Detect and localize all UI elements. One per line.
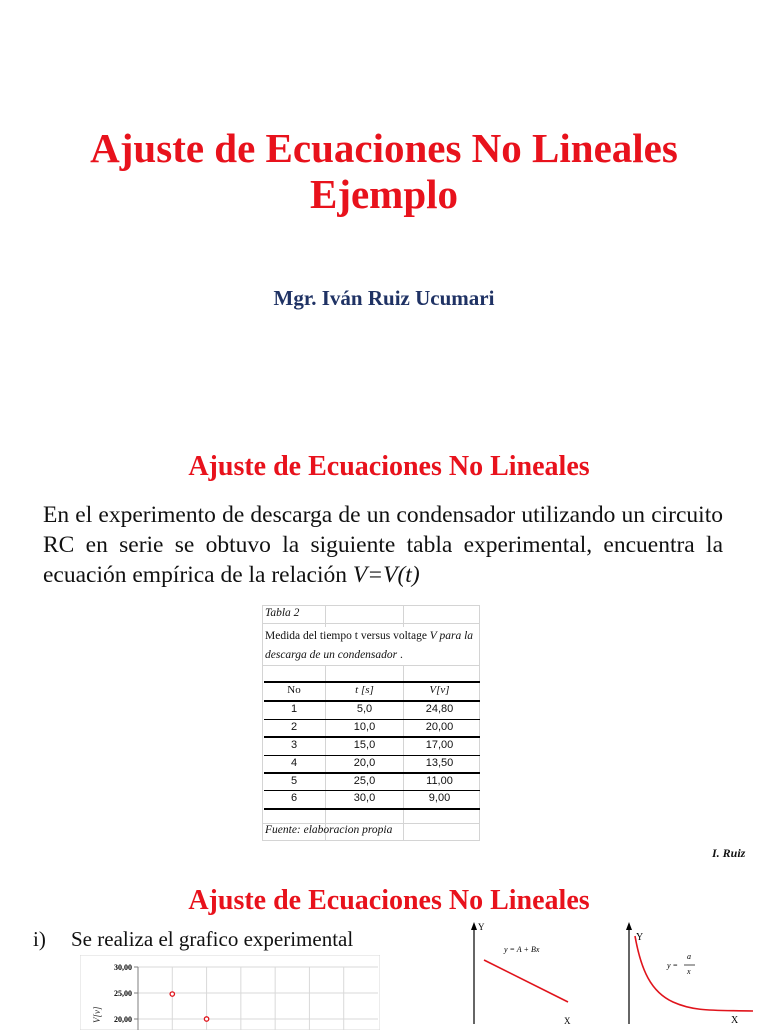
sketch-x-label: X: [731, 1015, 739, 1024]
step-item: [33, 927, 353, 952]
data-point: [170, 992, 174, 996]
y-tick-label: 20,00: [114, 1015, 132, 1024]
section-heading: Ajuste de Ecuaciones No Lineales: [188, 451, 590, 482]
linear-curve: [484, 960, 568, 1002]
hyperbola-model-sketch: [615, 920, 765, 1024]
author-signature: I. Ruiz: [712, 846, 746, 860]
y-axis-label: V[v]: [92, 1006, 102, 1023]
arrow-up-icon: [471, 922, 477, 930]
step-number: i): [33, 927, 46, 951]
linear-model-sketch: [460, 920, 590, 1024]
main-title-line2: Ejemplo: [309, 171, 459, 217]
sketch-formula: y = A + Bx: [504, 945, 540, 954]
table-caption: Tabla 2: [265, 607, 300, 619]
table-description: Medida del tiempo t versus voltage V para la descarga de un condensador .: [265, 627, 479, 665]
step-text: Se realiza el grafico experimental: [71, 927, 354, 951]
table-header-no: No: [287, 684, 301, 696]
sketch-formula-numerator: a: [687, 952, 691, 961]
y-tick-label: 25,00: [114, 989, 132, 998]
problem-paragraph: [43, 500, 723, 590]
data-point: [204, 1017, 208, 1021]
sketch-x-label: X: [564, 1016, 571, 1024]
author-name: Mgr. Iván Ruiz Ucumari: [273, 286, 495, 310]
table-header-v: V[v]: [429, 684, 450, 696]
sketch-formula-denominator: x: [687, 967, 691, 976]
scatter-chart: [80, 955, 380, 1030]
hyperbola-curve: [635, 936, 753, 1011]
y-tick-label: 30,00: [114, 963, 132, 972]
arrow-up-icon: [626, 922, 632, 930]
equation-text: V=V(t): [352, 562, 420, 588]
table-header-t: t [s]: [355, 684, 374, 696]
paragraph-text: En el experimento de descarga de un condensador utilizando un circuito RC en serie se obtuvo la siguiente tabla experimental, encuentra la ecuación empírica de la relación: [43, 502, 723, 588]
section-heading-2: Ajuste de Ecuaciones No Lineales: [188, 885, 590, 916]
data-table: Tabla 2 Medida del tiempo t versus voltage V para la descarga de un condensador . No t [s] V[v] 1 5,0 24,80 2 10,0 20,00 3 15,0 17,00 4 20,0 13,50 5 25,0 11,00 6 30,0 9,00 Fuente: elaboracion propia: [262, 605, 480, 841]
main-title: Ajuste de Ecuaciones No Lineales: [90, 125, 678, 171]
sketch-y-label: Y: [636, 932, 644, 943]
table-source: Fuente: elaboracion propia: [265, 824, 393, 836]
sketch-y-label: Y: [478, 922, 485, 932]
sketch-formula-prefix: y =: [667, 961, 678, 970]
